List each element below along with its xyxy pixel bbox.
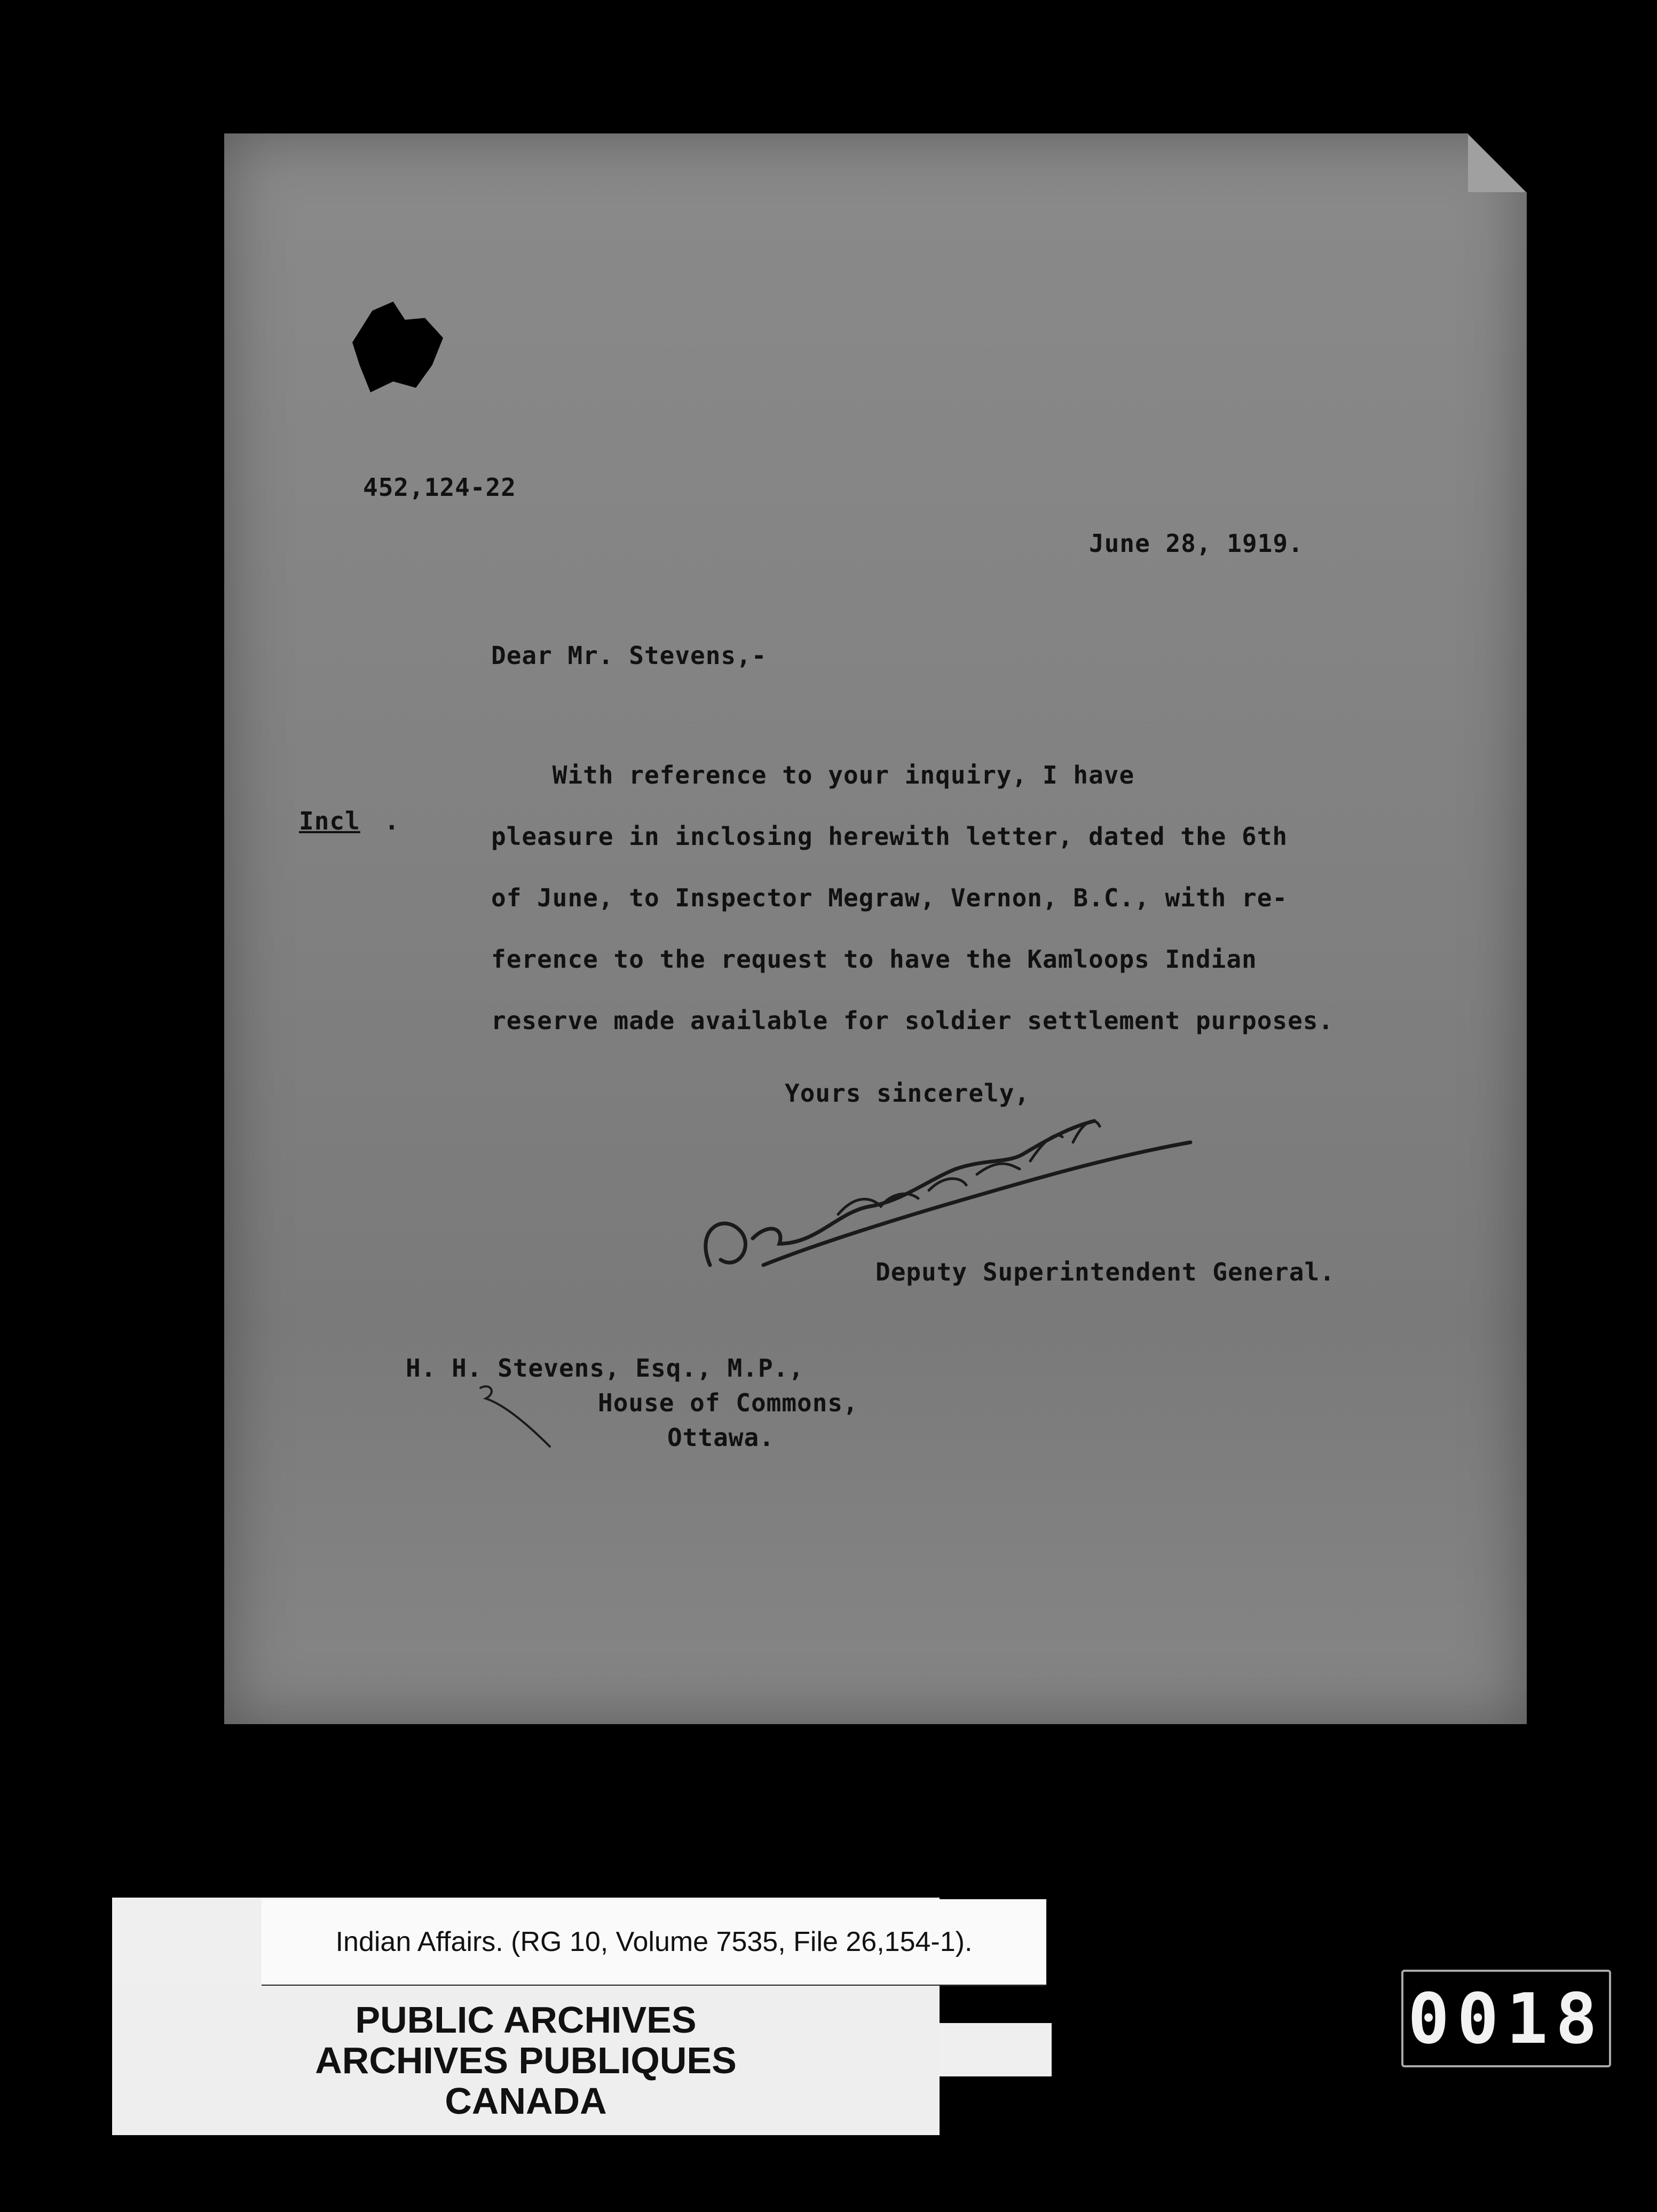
enclosure-mark: Incl [299, 807, 360, 835]
address-line: H. H. Stevens, Esq., M.P., [406, 1354, 804, 1382]
archives-institution-box [112, 1986, 940, 2135]
body-line: reserve made available for soldier settlement purposes. [491, 1006, 1334, 1035]
signer-title: Deputy Superintendent General. [875, 1258, 1335, 1286]
institution-line: CANADA [445, 2080, 607, 2122]
body-line: With reference to your inquiry, I have [491, 761, 1135, 789]
punched-hole [352, 302, 443, 392]
closing: Yours sincerely, [785, 1079, 1030, 1108]
letter-date: June 28, 1919. [1089, 529, 1304, 558]
frame-number-counter [1401, 1970, 1611, 2067]
address-line: Ottawa. [667, 1423, 775, 1452]
letter-body [491, 745, 1334, 1052]
letter-sheet [224, 133, 1527, 1724]
enclosure-mark-dot: . [384, 807, 400, 835]
file-reference-number: 452,124-22 [363, 473, 516, 502]
archive-reference: Indian Affairs. (RG 10, Volume 7535, File 26,154-1). [335, 1926, 973, 1957]
handwritten-mark [470, 1377, 566, 1452]
body-line: pleasure in inclosing herewith letter, dated the 6th [491, 822, 1288, 851]
archive-reference-box [262, 1899, 1046, 1986]
institution-line: PUBLIC ARCHIVES [355, 1999, 697, 2041]
body-line: ference to the request to have the Kamloops Indian [491, 945, 1257, 974]
salutation: Dear Mr. Stevens,- [491, 641, 767, 670]
body-line: of June, to Inspector Megraw, Vernon, B.C., with re- [491, 883, 1288, 912]
frame-number: 0018 [1407, 1978, 1605, 2059]
institution-line: ARCHIVES PUBLIQUES [315, 2040, 737, 2081]
address-line: House of Commons, [598, 1388, 858, 1417]
